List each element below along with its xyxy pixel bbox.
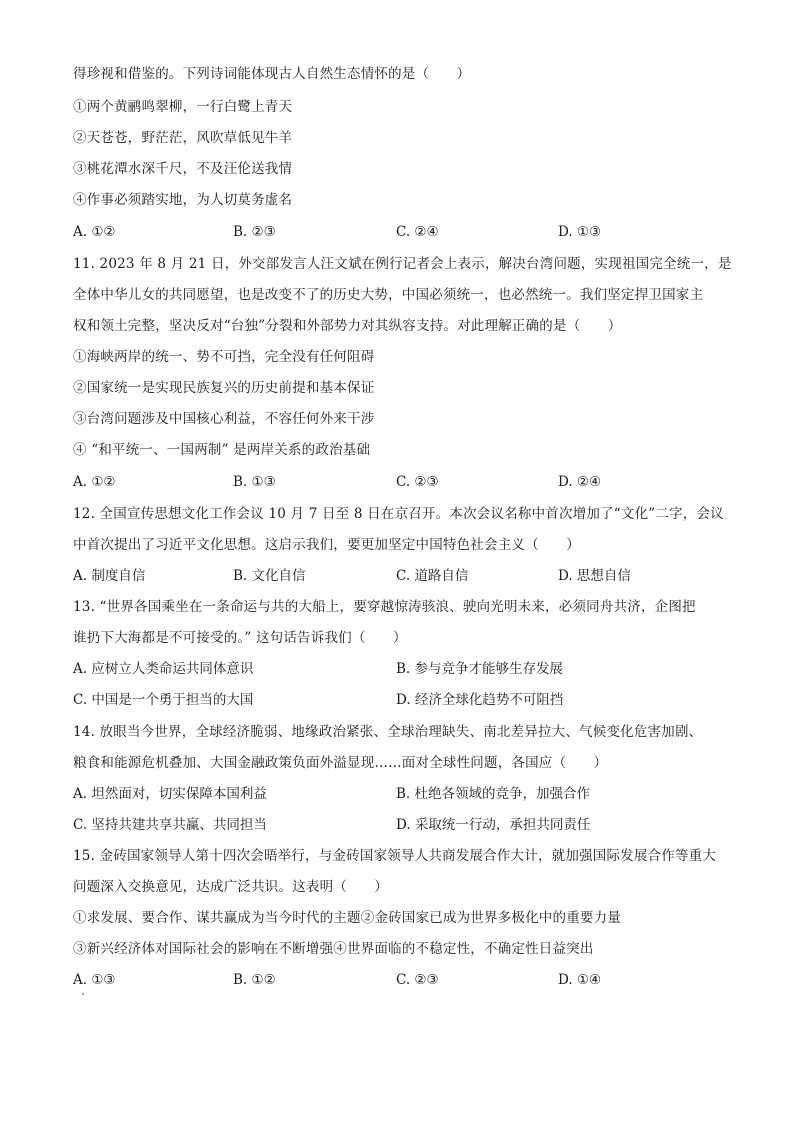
- q14-option-d: D. 采取统一行动，承担共同责任: [396, 817, 591, 833]
- q10-stem-tail: 得珍视和借鉴的。下列诗词能体现古人自然生态情怀的是（ ）: [73, 66, 471, 82]
- q10-item-3: ③桃花潭水深千尺，不及汪伦送我情: [73, 161, 293, 177]
- scan-speck: [82, 993, 84, 995]
- q15-stem-line-2: 问题深入交换意见，达成广泛共识。这表明（ ）: [73, 879, 389, 895]
- q14-option-a: A. 坦然面对，切实保障本国利益: [73, 786, 267, 802]
- q12-option-a: A. 制度自信: [73, 568, 146, 584]
- q11-stem-line-3: 权和领土完整，坚决反对“台独”分裂和外部势力对其纵容支持。对此理解正确的是（ ）: [73, 318, 622, 334]
- q15-item-1-2: ①求发展、要合作、谋共赢成为当今时代的主题②金砖国家已成为世界多极化中的重要力量: [73, 910, 621, 926]
- q15-option-c: C. ②③: [396, 972, 439, 988]
- q15-item-3-4: ③新兴经济体对国际社会的影响在不断增强④世界面临的不稳定性，不确定性日益突出: [73, 941, 594, 957]
- q11-option-a: A. ①②: [73, 474, 116, 490]
- q13-stem-line-1: 13. “世界各国乘坐在一条命运与共的大船上，要穿越惊涛骇浪、驶向光明未来，必须同舟共济，企图把: [73, 599, 696, 615]
- q14-option-c: C. 坚持共建共享共赢、共同担当: [73, 817, 267, 833]
- q10-item-4: ④作事必须踏实地，为人切莫务虚名: [73, 192, 293, 208]
- q10-option-a: A. ①②: [73, 224, 116, 240]
- q10-option-b: B. ②③: [233, 224, 276, 240]
- q12-option-c: C. 道路自信: [396, 568, 469, 584]
- q11-item-2: ②国家统一是实现民族复兴的历史前提和基本保证: [73, 380, 375, 396]
- q15-option-b: B. ①②: [233, 972, 276, 988]
- q13-option-a: A. 应树立人类命运共同体意识: [73, 661, 254, 677]
- q15-option-a: A. ①③: [73, 972, 116, 988]
- q11-stem-line-1: 11. 2023 年 8 月 21 日，外交部发言人汪文斌在例行记者会上表示，解决台湾问题，实现祖国完全统一，是: [73, 256, 732, 272]
- q11-option-b: B. ①③: [233, 474, 276, 490]
- q14-stem-line-1: 14. 放眼当今世界，全球经济脆弱、地缘政治紧张、全球治理缺失、南北差异拉大、气候变化危害加剧、: [73, 724, 703, 740]
- q12-stem-line-2: 中首次提出了习近平文化思想。这启示我们，要更加坚定中国特色社会主义（ ）: [73, 537, 580, 553]
- q10-item-1: ①两个黄鹂鸣翠柳，一行白鹭上青天: [73, 99, 293, 115]
- q11-option-d: D. ②④: [558, 474, 602, 490]
- q13-option-b: B. 参与竞争才能够生存发展: [396, 661, 564, 677]
- q11-item-3: ③台湾问题涉及中国核心利益，不容任何外来干涉: [73, 411, 375, 427]
- q14-option-b: B. 杜绝各领域的竞争，加强合作: [396, 786, 591, 802]
- q12-stem-line-1: 12. 全国宣传思想文化工作会议 10 月 7 日至 8 日在京召开。本次会议名称中首次增加了“文化”二字，会议: [73, 506, 724, 522]
- q14-stem-line-2: 粮食和能源危机叠加、大国金融政策负面外溢显现……面对全球性问题，各国应（ ）: [73, 755, 608, 771]
- q10-option-d: D. ①③: [558, 224, 602, 240]
- q12-option-b: B. 文化自信: [233, 568, 306, 584]
- q15-option-d: D. ①④: [558, 972, 602, 988]
- q10-option-c: C. ②④: [396, 224, 439, 240]
- q15-stem-line-1: 15. 金砖国家领导人第十四次会晤举行，与金砖国家领导人共商发展合作大计，就加强国际发展合作等重大: [73, 848, 717, 864]
- q13-option-c: C. 中国是一个勇于担当的大国: [73, 692, 254, 708]
- q10-item-2: ②天苍苍，野茫茫，风吹草低见牛羊: [73, 130, 293, 146]
- q13-stem-line-2: 谁扔下大海都是不可接受的。” 这句话告诉我们（ ）: [73, 630, 407, 646]
- q12-option-d: D. 思想自信: [558, 568, 631, 584]
- q13-option-d: D. 经济全球化趋势不可阻挡: [396, 692, 564, 708]
- q11-option-c: C. ②③: [396, 474, 439, 490]
- q11-item-1: ①海峡两岸的统一、势不可挡，完全没有任何阻碍: [73, 349, 375, 365]
- q11-stem-line-2: 全体中华儿女的共同愿望，也是改变不了的历史大势，中国必须统一，也必然统一。我们坚定捍卫国家主: [73, 287, 704, 303]
- q11-item-4: ④ “和平统一、一国两制” 是两岸关系的政治基础: [73, 442, 371, 458]
